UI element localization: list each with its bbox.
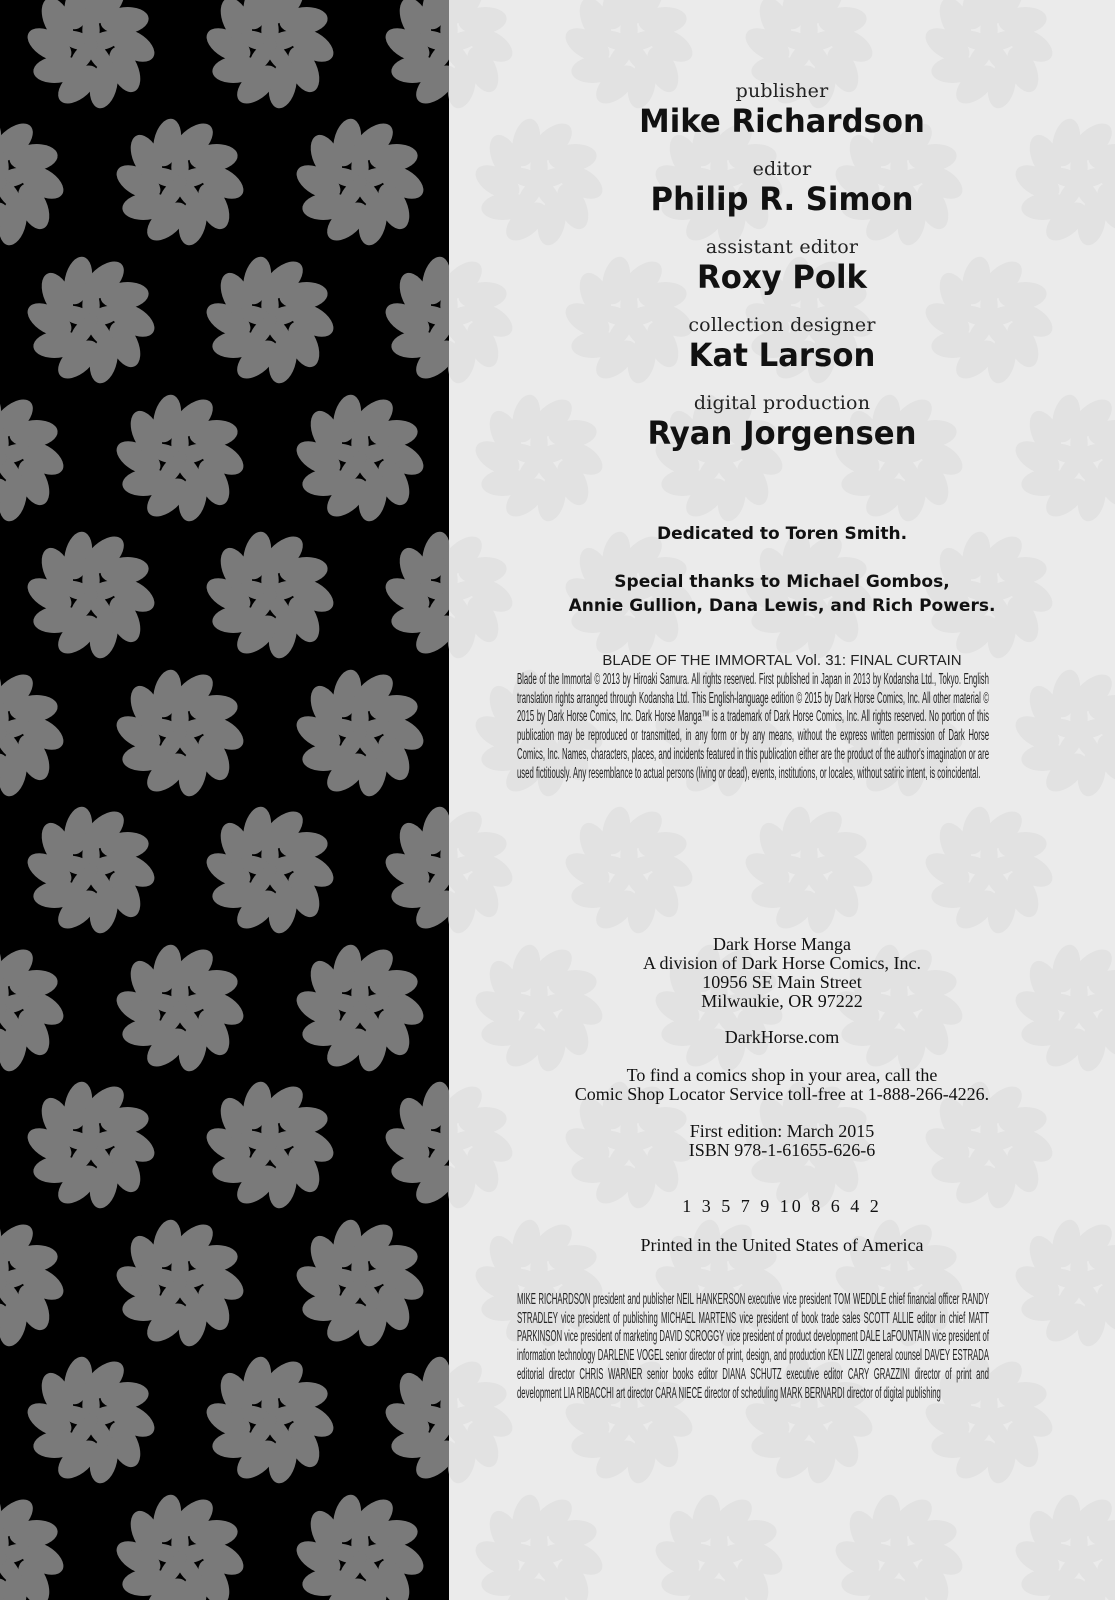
flower-medallion bbox=[201, 1079, 339, 1211]
flower-medallion bbox=[22, 0, 160, 111]
floral-medallion-pattern bbox=[0, 0, 449, 1600]
credit-name: Roxy Polk bbox=[697, 258, 867, 296]
flower-medallion bbox=[380, 1354, 449, 1486]
flower-medallion bbox=[201, 1354, 339, 1486]
flower-medallion bbox=[111, 667, 249, 799]
flower-medallion bbox=[22, 804, 160, 936]
flower-medallion bbox=[291, 116, 429, 248]
decorative-pattern-panel bbox=[0, 0, 449, 1600]
flower-medallion bbox=[201, 0, 339, 111]
copyright-notice: Blade of the Immortal © 2013 by Hiroaki Samura. All rights reserved. First published in Japan in 2013 by Kodansha Ltd., Tokyo. English translation rights arranged through Kodansha Ltd. This English-language edition © 2015 by Dark Horse Comics, Inc. All other material © 2015 by Dark Horse Comics, Inc. Dark Horse Manga™ is a trademark of Dark Horse Comics, Inc. All rights reserved. No portion of this publication may be reproduced or transmitted, in any form or by any means, without the express written permission of Dark Horse Comics, Inc. Names, characters, places, and incidents featured in this publication either are the product of the author's imagination or are used fictitiously. Any resemblance to actual persons (living or dead), events, institutions, or locales, without satiric intent, is coincidental. bbox=[517, 671, 989, 782]
flower-medallion bbox=[111, 942, 249, 1074]
flower-medallion bbox=[0, 392, 69, 524]
flower-medallion bbox=[201, 529, 339, 661]
address-line: Dark Horse Manga bbox=[713, 934, 851, 954]
flower-medallion bbox=[291, 1492, 429, 1600]
credit-role: publisher bbox=[735, 80, 829, 102]
flower-medallion bbox=[0, 1217, 69, 1349]
flower-medallion bbox=[0, 667, 69, 799]
printed-in: Printed in the United States of America bbox=[640, 1235, 924, 1255]
edition-line: First edition: March 2015 bbox=[689, 1121, 875, 1141]
credit-role: assistant editor bbox=[705, 236, 859, 258]
thanks-line: Annie Gullion, Dana Lewis, and Rich Powers. bbox=[568, 596, 996, 616]
credit-assistant-editor bbox=[509, 236, 1055, 296]
isbn: ISBN 978-1-61655-626-6 bbox=[688, 1140, 876, 1160]
flower-medallion bbox=[201, 254, 339, 386]
credit-collection-designer bbox=[509, 314, 1055, 374]
special-thanks bbox=[509, 570, 1055, 618]
shop-locator-line: To find a comics shop in your area, call the bbox=[626, 1065, 938, 1085]
flower-medallion bbox=[22, 1354, 160, 1486]
flower-medallion bbox=[291, 392, 429, 524]
flower-medallion bbox=[111, 392, 249, 524]
thanks-line: Special thanks to Michael Gombos, bbox=[614, 572, 950, 592]
dedication: Dedicated to Toren Smith. bbox=[656, 524, 908, 544]
book-title-line: BLADE OF THE IMMORTAL Vol. 31: FINAL CURTAIN bbox=[602, 652, 962, 669]
flower-medallion bbox=[291, 942, 429, 1074]
flower-medallion bbox=[0, 942, 69, 1074]
shop-locator-line: Comic Shop Locator Service toll-free at 1-888-266-4226. bbox=[574, 1084, 990, 1104]
flower-medallion bbox=[380, 254, 449, 386]
printing-line: 1 3 5 7 9 10 8 6 4 2 bbox=[682, 1196, 882, 1216]
edition-info bbox=[509, 1122, 1055, 1160]
credits-page bbox=[449, 0, 1115, 1600]
credit-role: collection designer bbox=[688, 314, 876, 336]
credit-name: Philip R. Simon bbox=[650, 180, 914, 218]
credit-editor bbox=[509, 158, 1055, 218]
flower-medallion bbox=[380, 1079, 449, 1211]
publisher-address bbox=[509, 935, 1055, 1011]
credit-name: Mike Richardson bbox=[639, 102, 925, 140]
flower-medallion bbox=[380, 804, 449, 936]
credit-name: Kat Larson bbox=[688, 336, 876, 374]
flower-medallion bbox=[0, 1492, 69, 1600]
credit-name: Ryan Jorgensen bbox=[647, 414, 917, 452]
credit-digital-production bbox=[509, 392, 1055, 452]
flower-medallion bbox=[291, 667, 429, 799]
address-line: 10956 SE Main Street bbox=[702, 972, 862, 992]
flower-medallion bbox=[111, 116, 249, 248]
shop-locator bbox=[509, 1066, 1055, 1104]
address-line: Milwaukie, OR 97222 bbox=[701, 991, 863, 1011]
flower-medallion bbox=[0, 116, 69, 248]
flower-medallion bbox=[380, 529, 449, 661]
flower-medallion bbox=[111, 1492, 249, 1600]
website: DarkHorse.com bbox=[724, 1027, 840, 1047]
flower-medallion bbox=[380, 0, 449, 111]
credit-role: digital production bbox=[693, 392, 871, 414]
credit-role: editor bbox=[752, 158, 812, 180]
address-line: A division of Dark Horse Comics, Inc. bbox=[643, 953, 921, 973]
credits-content bbox=[449, 0, 1115, 1600]
flower-medallion bbox=[22, 529, 160, 661]
flower-medallion bbox=[111, 1217, 249, 1349]
credit-publisher bbox=[509, 80, 1055, 140]
flower-medallion bbox=[291, 1217, 429, 1349]
flower-medallion bbox=[22, 254, 160, 386]
flower-medallion bbox=[22, 1079, 160, 1211]
flower-medallion bbox=[201, 804, 339, 936]
staff-list: MIKE RICHARDSON president and publisher NEIL HANKERSON executive vice president TOM WEDDLE chief financial officer RANDY STRADLEY vice president of publishing MICHAEL MARTENS vice president of book trade sales SCOTT ALLIE editor in chief MATT PARKINSON vice president of marketing DAVID SCROGGY vice president of product development DALE LaFOUNTAIN vice president of information technology DARLENE VOGEL senior director of print, design, and production KEN LIZZI general counsel DAVEY ESTRADA editorial director CHRIS WARNER senior books editor DIANA SCHUTZ executive editor CARY GRAZZINI director of print and development LIA RIBACCHI art director CARA NIECE director of scheduling MARK BERNARDI director of digital publishing bbox=[517, 1291, 989, 1402]
